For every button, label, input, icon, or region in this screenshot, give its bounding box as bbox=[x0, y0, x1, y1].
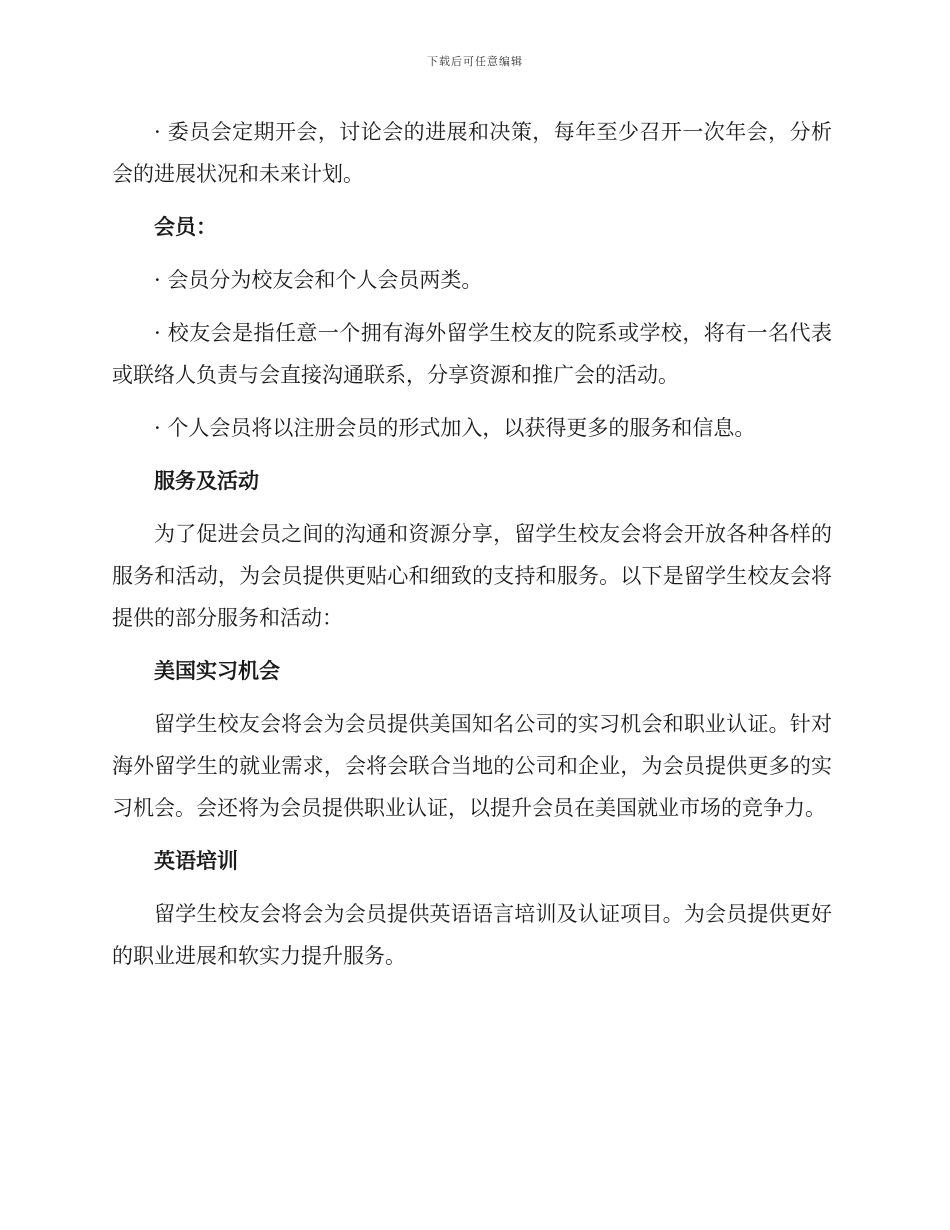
heading-services-activities: 服务及活动 bbox=[154, 469, 259, 493]
heading-members: 会员： bbox=[154, 215, 217, 239]
heading-us-internships: 美国实习机会 bbox=[154, 659, 280, 683]
page-header: 下载后可任意编辑 bbox=[427, 55, 523, 68]
paragraph-services-intro: 为了促进会员之间的沟通和资源分享，留学生校友会将会开放各种各样的服务和活动，为会员提供更贴心和细致的支持和服务。以下是留学生校友会将提供的部分服务和活动： bbox=[112, 522, 832, 630]
paragraph-english-training: 留学生校友会将会为会员提供英语语言培训及认证项目。为会员提供更好的职业进展和软实力提升服务。 bbox=[112, 902, 832, 968]
paragraph-alumni-association: · 校友会是指任意一个拥有海外留学生校友的院系或学校，将有一名代表或联络人负责与会直接沟通联系，分享资源和推广会的活动。 bbox=[112, 321, 832, 387]
paragraph-us-internships: 留学生校友会将会为会员提供美国知名公司的实习机会和职业认证。针对海外留学生的就业需求，会将会联合当地的公司和企业，为会员提供更多的实习机会。会还将为会员提供职业认证，以提升会员在美国就业市场的竞争力。 bbox=[112, 712, 832, 820]
paragraph-individual-members: · 个人会员将以注册会员的形式加入，以获得更多的服务和信息。 bbox=[154, 416, 756, 440]
paragraph-committee-meetings: · 委员会定期开会，讨论会的进展和决策，每年至少召开一次年会，分析会的进展状况和未来计划。 bbox=[112, 120, 832, 186]
document-body bbox=[112, 111, 832, 988]
paragraph-member-types: · 会员分为校友会和个人会员两类。 bbox=[154, 268, 483, 292]
heading-english-training: 英语培训 bbox=[154, 849, 238, 873]
